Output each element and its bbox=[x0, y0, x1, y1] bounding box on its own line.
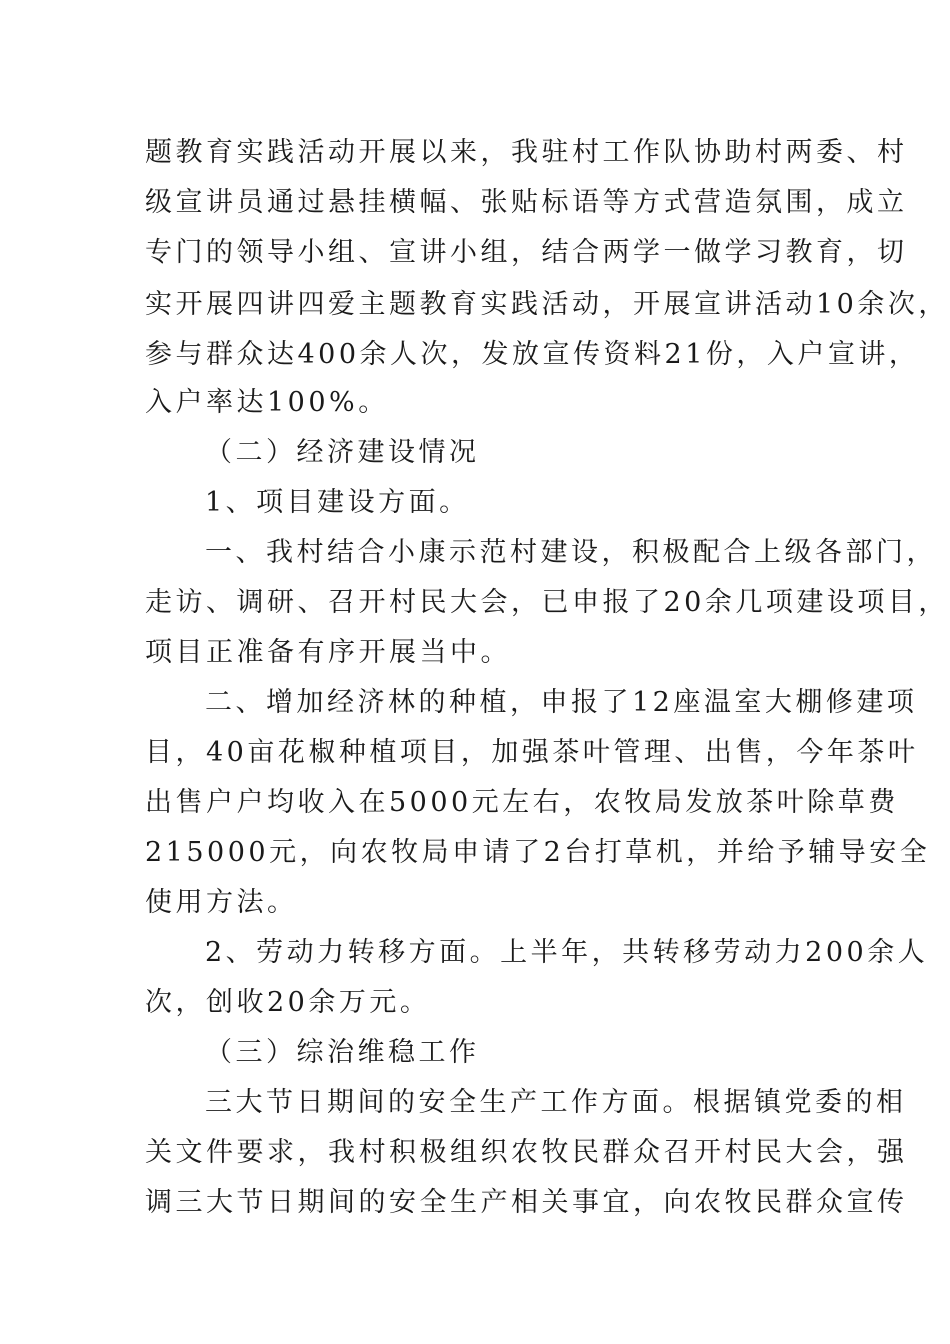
body-line: 二、增加经济林的种植，申报了12座温室大棚修建项 bbox=[205, 687, 918, 718]
body-line: 入户率达100%。 bbox=[145, 387, 389, 418]
body-line: 215000元，向农牧局申请了2台打草机，并给予辅导安全 bbox=[145, 837, 931, 868]
section-heading: （三）综治维稳工作 bbox=[205, 1037, 480, 1068]
body-line: 专门的领导小组、宣讲小组，结合两学一做学习教育，切 bbox=[145, 237, 908, 268]
body-line: 使用方法。 bbox=[145, 887, 298, 918]
body-line: 次，创收20余万元。 bbox=[145, 987, 431, 1018]
body-line: 目，40亩花椒种植项目，加强茶叶管理、出售，今年茶叶 bbox=[145, 737, 919, 768]
body-line: 项目正准备有序开展当中。 bbox=[145, 637, 511, 668]
body-line: 一、我村结合小康示范村建设，积极配合上级各部门， bbox=[205, 537, 937, 568]
body-line: 实开展四讲四爱主题教育实践活动，开展宣讲活动10余次， bbox=[145, 289, 949, 320]
body-line: 关文件要求，我村积极组织农牧民群众召开村民大会，强 bbox=[145, 1137, 908, 1168]
body-line: 走访、调研、召开村民大会，已申报了20余几项建设项目， bbox=[145, 587, 949, 618]
section-heading: （二）经济建设情况 bbox=[205, 437, 480, 468]
body-line: 三大节日期间的安全生产工作方面。根据镇党委的相 bbox=[205, 1087, 907, 1118]
body-line: 参与群众达400余人次，发放宣传资料21份，入户宣讲， bbox=[145, 339, 920, 370]
body-line: 题教育实践活动开展以来，我驻村工作队协助村两委、村 bbox=[145, 137, 908, 168]
body-line: 级宣讲员通过悬挂横幅、张贴标语等方式营造氛围，成立 bbox=[145, 187, 908, 218]
subsection-heading: 1、项目建设方面。 bbox=[205, 487, 470, 518]
body-line: 调三大节日期间的安全生产相关事宜，向农牧民群众宣传 bbox=[145, 1187, 908, 1218]
subsection-heading: 2、劳动力转移方面。上半年，共转移劳动力200余人 bbox=[205, 937, 929, 968]
body-line: 出售户户均收入在5000元左右，农牧局发放茶叶除草费 bbox=[145, 787, 899, 818]
